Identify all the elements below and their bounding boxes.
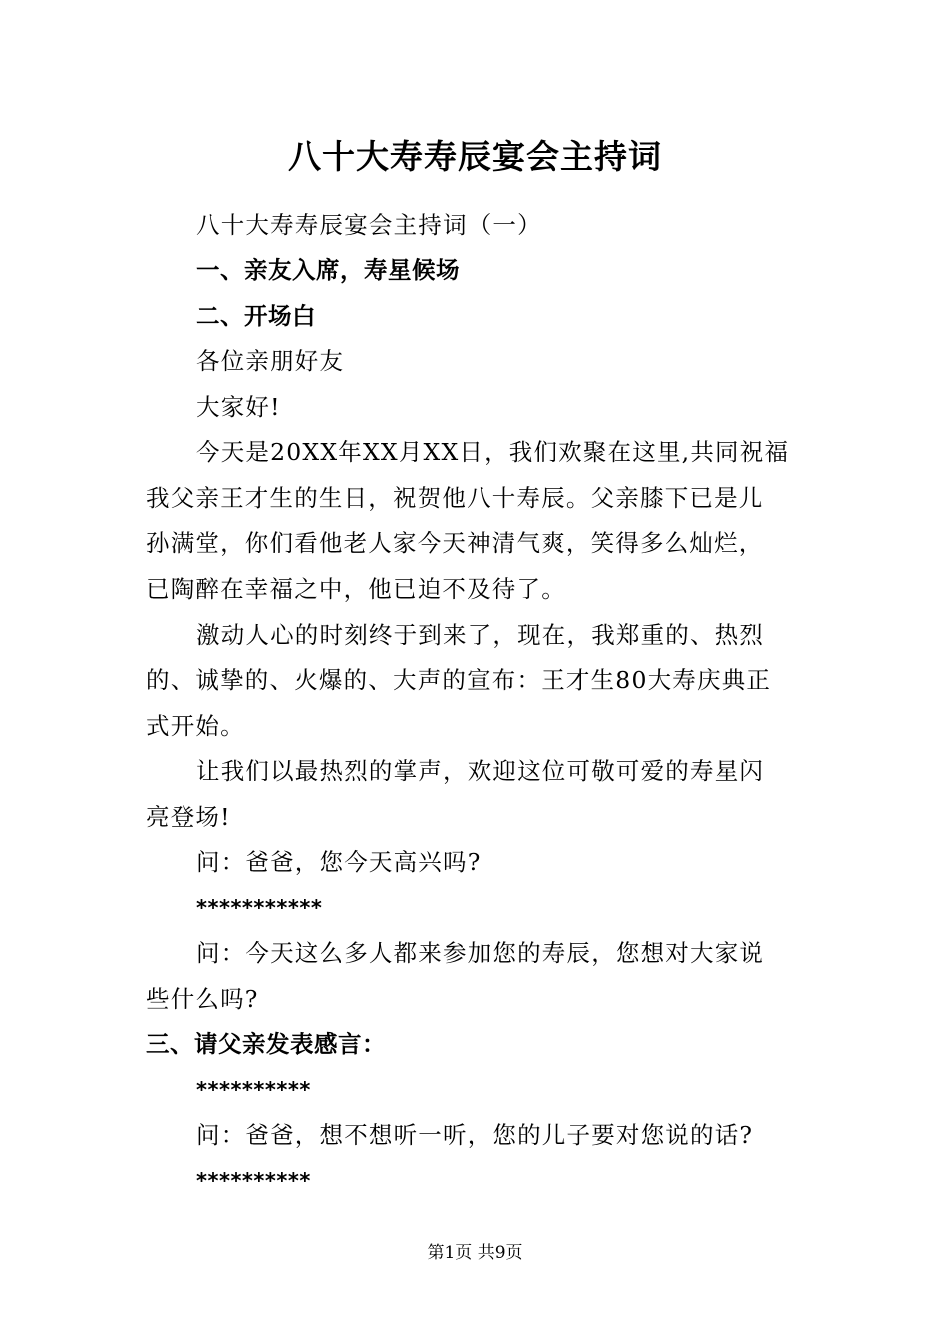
question-line: 问：爸爸，您今天高兴吗? [196, 848, 482, 876]
answer-placeholder: ********** [196, 1078, 311, 1102]
page-number-footer: 第1页 共9页 [427, 1243, 523, 1263]
paragraph-line: 大家好! [196, 393, 281, 421]
paragraph-line: 各位亲朋好友 [196, 347, 345, 375]
question-line: 问：今天这么多人都来参加您的寿辰，您想对大家说 [196, 939, 765, 967]
answer-placeholder: ********** [196, 1169, 311, 1193]
paragraph-line: 的、诚挚的、火爆的、大声的宣布：王才生80大寿庆典正 [146, 666, 772, 694]
question-line: 问：爸爸，想不想听一听，您的儿子要对您说的话? [196, 1121, 754, 1149]
paragraph-line: 亮登场! [146, 803, 231, 831]
paragraph-line: 孙满堂，你们看他老人家今天神清气爽，笑得多么灿烂， [146, 529, 764, 557]
paragraph-line: 激动人心的时刻终于到来了，现在，我郑重的、热烈 [196, 621, 765, 649]
subtitle-line: 八十大寿寿辰宴会主持词（一） [196, 211, 542, 239]
paragraph-line: 已陶醉在幸福之中，他已迫不及待了。 [146, 575, 566, 603]
question-line: 些什么吗? [146, 985, 259, 1013]
section-heading-2: 二、开场白 [196, 302, 316, 330]
document-title: 八十大寿寿辰宴会主持词 [288, 137, 662, 176]
paragraph-line: 式开始。 [146, 712, 245, 740]
section-heading-3: 三、请父亲发表感言： [146, 1030, 386, 1058]
section-heading-1: 一、亲友入席，寿星候场 [196, 256, 460, 284]
paragraph-line: 我父亲王才生的生日，祝贺他八十寿辰。父亲膝下已是儿 [146, 484, 764, 512]
paragraph-line: 让我们以最热烈的掌声，欢迎这位可敬可爱的寿星闪 [196, 757, 765, 785]
paragraph-line: 今天是20XX年XX月XX日，我们欢聚在这里,共同祝福 [196, 438, 790, 466]
answer-placeholder: *********** [196, 896, 323, 920]
